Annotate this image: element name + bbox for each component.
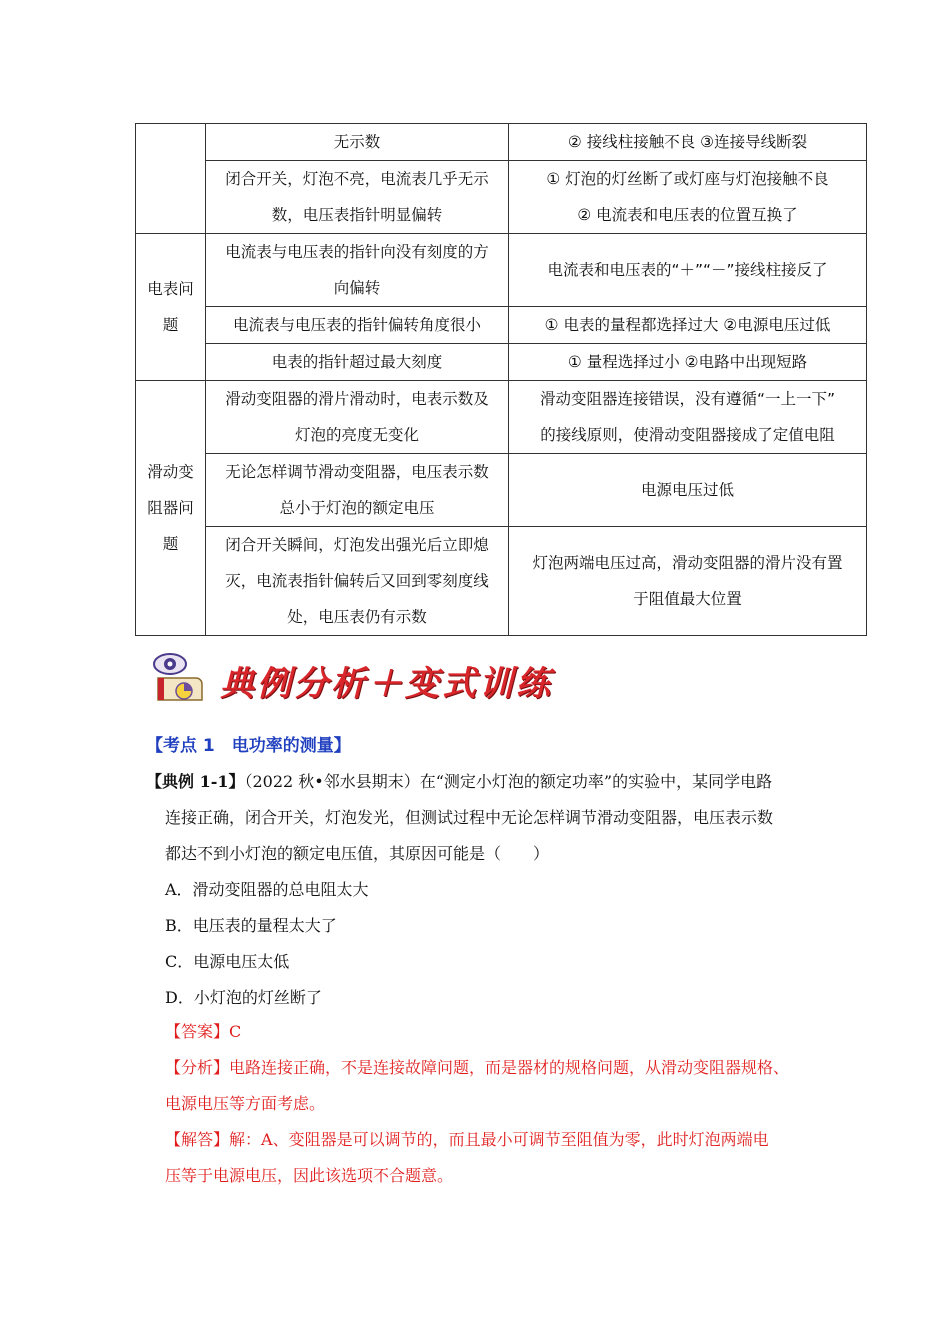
- option-d: D．小灯泡的灯丝断了: [165, 988, 322, 1007]
- phenomenon-cell: 电流表与电压表的指针向没有刻度的方 向偏转: [206, 234, 509, 307]
- category-cell-empty: [136, 124, 206, 234]
- option-b: B．电压表的量程太大了: [165, 916, 337, 935]
- solution-line-1: 【解答】解：A、变阻器是可以调节的，而且最小可调节至阻值为零，此时灯泡两端电: [165, 1130, 769, 1149]
- table-row: [136, 161, 867, 234]
- solution-line-2: 压等于电源电压，因此该选项不合题意。: [165, 1166, 454, 1185]
- phenomenon-cell: 电表的指针超过最大刻度: [206, 344, 509, 381]
- category-cell-meter: 电表问 题: [136, 234, 206, 381]
- example-line-1: 【典例 1-1】（2022 秋•邻水县期末）在“测定小灯泡的额定功率”的实验中，某同学电路: [146, 772, 773, 791]
- cause-cell: 电源电压过低: [509, 454, 867, 527]
- analysis-line-2: 电源电压等方面考虑。: [165, 1094, 326, 1113]
- table-row: [136, 234, 867, 307]
- phenomenon-cell: 闭合开关，灯泡不亮，电流表几乎无示 数，电压表指针明显偏转: [206, 161, 509, 234]
- cause-cell: 滑动变阻器连接错误，没有遵循“一上一下” 的接线原则，使滑动变阻器接成了定值电阻: [509, 381, 867, 454]
- analysis-line-1: 【分析】电路连接正确，不是连接故障问题，而是器材的规格问题，从滑动变阻器规格、: [165, 1058, 790, 1077]
- option-c: C．电源电压太低: [165, 952, 290, 971]
- cause-cell: ① 灯泡的灯丝断了或灯座与灯泡接触不良 ② 电流表和电压表的位置互换了: [509, 161, 867, 234]
- table-row: [136, 307, 867, 344]
- phenomenon-cell: 无论怎样调节滑动变阻器，电压表示数 总小于灯泡的额定电压: [206, 454, 509, 527]
- eye-chart-icon: [150, 648, 214, 708]
- table-row: [136, 124, 867, 161]
- section-banner: [150, 648, 570, 710]
- phenomenon-cell: 无示数: [206, 124, 509, 161]
- solution-label: 【解答】: [165, 1130, 230, 1149]
- table-row: [136, 454, 867, 527]
- cause-cell: 灯泡两端电压过高，滑动变阻器的滑片没有置 于阻值最大位置: [509, 527, 867, 636]
- category-cell-rheostat: 滑动变 阻器问 题: [136, 381, 206, 636]
- section-title: 【考点 1 电功率的测量】: [146, 736, 351, 756]
- option-a: A．滑动变阻器的总电阻太大: [165, 880, 369, 899]
- phenomenon-cell: 电流表与电压表的指针偏转角度很小: [206, 307, 509, 344]
- analysis-label: 【分析】: [165, 1058, 230, 1077]
- table-row: [136, 381, 867, 454]
- phenomenon-cell: 滑动变阻器的滑片滑动时，电表示数及 灯泡的亮度无变化: [206, 381, 509, 454]
- answer-line: [165, 1021, 241, 1043]
- answer-value: C: [229, 1022, 242, 1041]
- cause-cell: ② 接线柱接触不良 ③连接导线断裂: [509, 124, 867, 161]
- example-line-3: 都达不到小灯泡的额定电压值，其原因可能是（ ）: [165, 844, 550, 863]
- banner-title: 典例分析＋变式训练: [220, 664, 553, 704]
- fault-table: [135, 123, 867, 636]
- phenomenon-cell: 闭合开关瞬间，灯泡发出强光后立即熄 灭，电流表指针偏转后又回到零刻度线 处，电压表仍有示数: [206, 527, 509, 636]
- cause-cell: ① 电表的量程都选择过大 ②电源电压过低: [509, 307, 867, 344]
- answer-label: 【答案】: [165, 1022, 230, 1041]
- example-label: 【典例 1-1】: [146, 772, 245, 791]
- cause-cell: ① 量程选择过小 ②电路中出现短路: [509, 344, 867, 381]
- cause-cell: 电流表和电压表的“＋”“－”接线柱接反了: [509, 234, 867, 307]
- table-row: [136, 527, 867, 636]
- table-row: [136, 344, 867, 381]
- example-line-2: 连接正确，闭合开关，灯泡发光，但测试过程中无论怎样调节滑动变阻器，电压表示数: [165, 808, 774, 827]
